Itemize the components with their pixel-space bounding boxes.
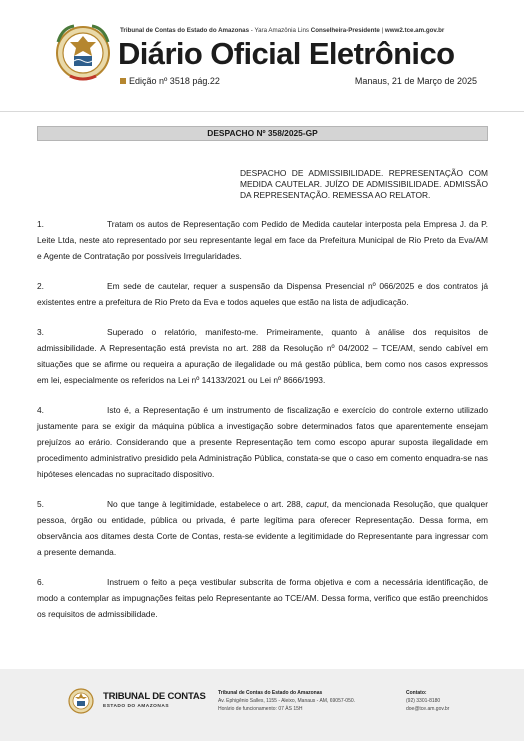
website-link[interactable]: www2.tce.am.gov.br (384, 27, 445, 34)
header-topline (120, 27, 444, 34)
document-body (37, 126, 488, 622)
paragraph-text: Instruem o feito a peça vestibular subscrita de forma objetiva e com a necessária identificação, de modo a contemplar as impugnações feitas pelo Representante ao TCE/AM. Dessa forma, verifico que estão preenchidos os requisitos de admissibilidade. (37, 576, 488, 619)
footer-address-line: Av. Ephigênio Salles, 1155 - Aleixo, Manaus - AM, 69057-050. (218, 698, 356, 704)
document-title: DESPACHO Nº 358/2025-GP (37, 126, 488, 141)
bullet-square-icon (120, 78, 126, 84)
paragraph-text-italic: caput (306, 498, 327, 509)
paragraph-text-end: , da mencionada Resolução, que qualquer pessoa, órgão ou entidade, pública ou privada, é parte legítima para oferecer Representação. Dessa forma, em observância aos ditames desta Corte de Contas, resta-se evidente a legitimidade do Representante para ingressar com a presente demanda. (37, 498, 489, 557)
footer-address (218, 689, 355, 713)
separator: | (379, 27, 385, 34)
footer-email[interactable]: doe@tce.am.gov.br (406, 706, 450, 712)
footer-address-title: Tribunal de Contas do Estado do Amazonas (218, 690, 323, 696)
paragraph-number: 2. (37, 280, 44, 291)
paragraph-text: Isto é, a Representação é um instrumento de fiscalização e exercício do controle externo utilizado justamente para se exigir da máquina pública a investigação sobre determinados fatos que aparentemente ensejam prejuízos ao erário. Considerando que a presente Representação tem como escopo apurar suposta ilegalidade em procedimento administrativo presidido pela Administração Pública, constata-se que o caso em comento enquadra-se nas hipóteses elencadas no supracitado dispositivo. (37, 404, 488, 479)
paragraph-number: 3. (37, 326, 44, 337)
paragraph-number: 5. (37, 498, 44, 509)
separator: - (249, 27, 255, 34)
paragraph-2 (37, 278, 488, 310)
tce-seal-logo (52, 20, 114, 82)
paragraph-number: 6. (37, 576, 44, 587)
footer-seal-logo (66, 685, 96, 715)
president-name: Yara Amazônia Lins (254, 27, 311, 34)
paragraph-number: 4. (37, 404, 44, 415)
court-name: Tribunal de Contas do Estado do Amazonas (120, 27, 250, 34)
paragraph-6 (37, 574, 488, 622)
masthead-title: Diário Oficial Eletrônico (118, 36, 455, 71)
paragraph-text: Superado o relatório, manifesto-me. Primeiramente, quanto à análise dos requisitos de admissibilidade. A Representação está prevista no art. 288 da Resolução nº 04/2002 – TCE/AM, sendo cabível em situações que se afirme ou requeira a apuração de ilegalidade ou má gestão pública, bem como nos casos expressos em lei, especialmente os referidos na Lei nº 14133/2021 ou Lei nº 8666/1993. (37, 326, 488, 385)
edition-label: Edição nº 3518 pág.22 (129, 76, 220, 86)
paragraph-3 (37, 324, 488, 388)
page-header (0, 0, 524, 112)
paragraph-4 (37, 402, 488, 482)
footer-contact-title: Contato: (406, 690, 427, 696)
paragraph-number: 1. (37, 218, 44, 229)
ementa: DESPACHO DE ADMISSIBILIDADE. REPRESENTAÇÃO COM MEDIDA CAUTELAR. JUÍZO DE ADMISSIBILIDADE. ADMISSÃO DA REPRESENTAÇÃO. REMESSA AO RELATOR. (240, 168, 488, 201)
page-footer (0, 669, 524, 741)
header-divider (0, 111, 524, 112)
footer-brand: TRIBUNAL DE CONTAS (103, 691, 206, 702)
publication-date: Manaus, 21 de Março de 2025 (354, 76, 477, 86)
footer-hours: Horário de funcionamento: 07 ÀS 15H (218, 706, 303, 712)
paragraph-text: Tratam os autos de Representação com Pedido de Medida cautelar interposta pela Empresa J. da P. Leite Ltda, neste ato representado por seu representante legal em face da Prefeitura Municipal de Rio Preto da Eva/AM e Agente de Contratação por possíveis Irregularidades. (37, 218, 488, 261)
edition-info (120, 76, 220, 86)
paragraph-text: Em sede de cautelar, requer a suspensão da Dispensa Presencial nº 066/2025 e dos contratos já existentes entre a prefeitura de Rio Preto da Eva e todos aqueles que estão na lista de adjudicação. (37, 280, 488, 307)
paragraph-5 (37, 496, 488, 560)
footer-contact (406, 689, 449, 713)
paragraph-1 (37, 216, 488, 264)
paragraph-text-start: No que tange à legitimidade, estabelece o art. 288, (107, 498, 307, 509)
footer-phone[interactable]: (92) 3301-8180 (406, 698, 441, 704)
president-title: Conselheira-Presidente (310, 27, 380, 34)
footer-brand-sub: ESTADO DO AMAZONAS (103, 704, 170, 709)
